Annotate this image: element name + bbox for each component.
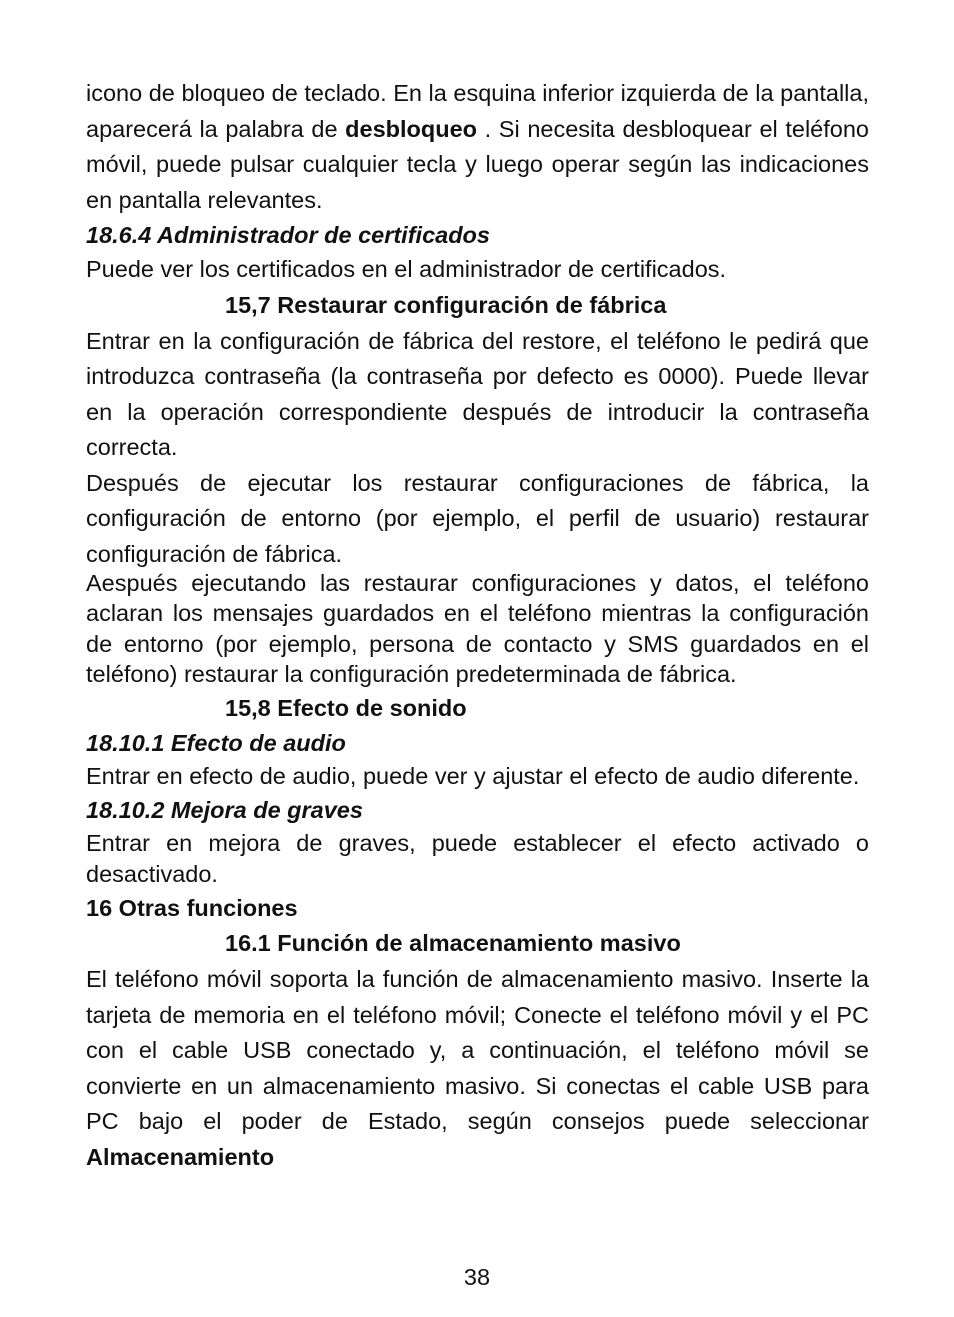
heading-factory-reset: 15,7 Restaurar configuración de fábrica: [225, 291, 667, 318]
paragraph-restore-data: Aespués ejecutando las restaurar configuraciones y datos, el teléfono aclaran los mensajes guardados en el teléfono mientras la configuración de entorno (por ejemplo, persona de contacto y SMS guardados en el teléfono) restaurar la configuración predeterminada de fábrica.: [86, 570, 869, 687]
bold-term-almacenamiento: Almacenamiento: [86, 1143, 275, 1170]
heading-bass-boost: 18.10.2 Mejora de graves: [86, 797, 363, 824]
paragraph-after-reset: Después de ejecutar los restaurar configuraciones de fábrica, la configuración de entorno (por ejemplo, el perfil de usuario) restaurar configuración de fábrica.: [86, 469, 869, 567]
bold-term-desbloqueo: desbloqueo: [345, 115, 478, 142]
heading-other-functions: 16 Otras funciones: [86, 895, 298, 922]
heading-sound-effect: 15,8 Efecto de sonido: [225, 695, 467, 722]
paragraph-text: icono de bloqueo de teclado. En la esquina inferior izquierda de la pantalla, aparecerá la palabra de: [86, 80, 869, 142]
heading-audio-effect: 18.10.1 Efecto de audio: [86, 730, 346, 757]
page-content: [86, 76, 869, 1175]
heading-mass-storage: 16.1 Función de almacenamiento masivo: [225, 930, 681, 957]
paragraph-audio-effect: Entrar en efecto de audio, puede ver y ajustar el efecto de audio diferente.: [86, 763, 860, 790]
paragraph-text: El teléfono móvil soporta la función de almacenamiento masivo. Inserte la tarjeta de memoria en el teléfono móvil; Conecte el teléfono móvil y el PC con el cable USB conectado y, a continuación, el teléfono móvil se convierte en un almacenamiento masivo. Si conectas el cable USB para PC bajo el poder de Estado, según consejos puede seleccionar: [86, 966, 869, 1135]
page-number: 38: [463, 1264, 491, 1290]
paragraph-factory-reset-password: Entrar en la configuración de fábrica del restore, el teléfono le pedirá que introduzca contraseña (la contraseña por defecto es 0000). Puede llevar en la operación correspondiente después de introducir la contraseña correcta.: [86, 327, 869, 460]
paragraph-keypad-lock: [86, 76, 869, 218]
heading-certificate-manager: 18.6.4 Administrador de certificados: [86, 222, 490, 248]
paragraph-bass-boost: Entrar en mejora de graves, puede establecer el efecto activado o desactivado.: [86, 830, 869, 887]
paragraph-certificates: Puede ver los certificados en el administrador de certificados.: [86, 256, 727, 282]
paragraph-mass-storage: [86, 962, 869, 1175]
paragraph-text: . Si necesita desbloquear el teléfono móvil, puede pulsar cualquier tecla y luego operar según las indicaciones en pantalla relevantes.: [86, 115, 869, 213]
